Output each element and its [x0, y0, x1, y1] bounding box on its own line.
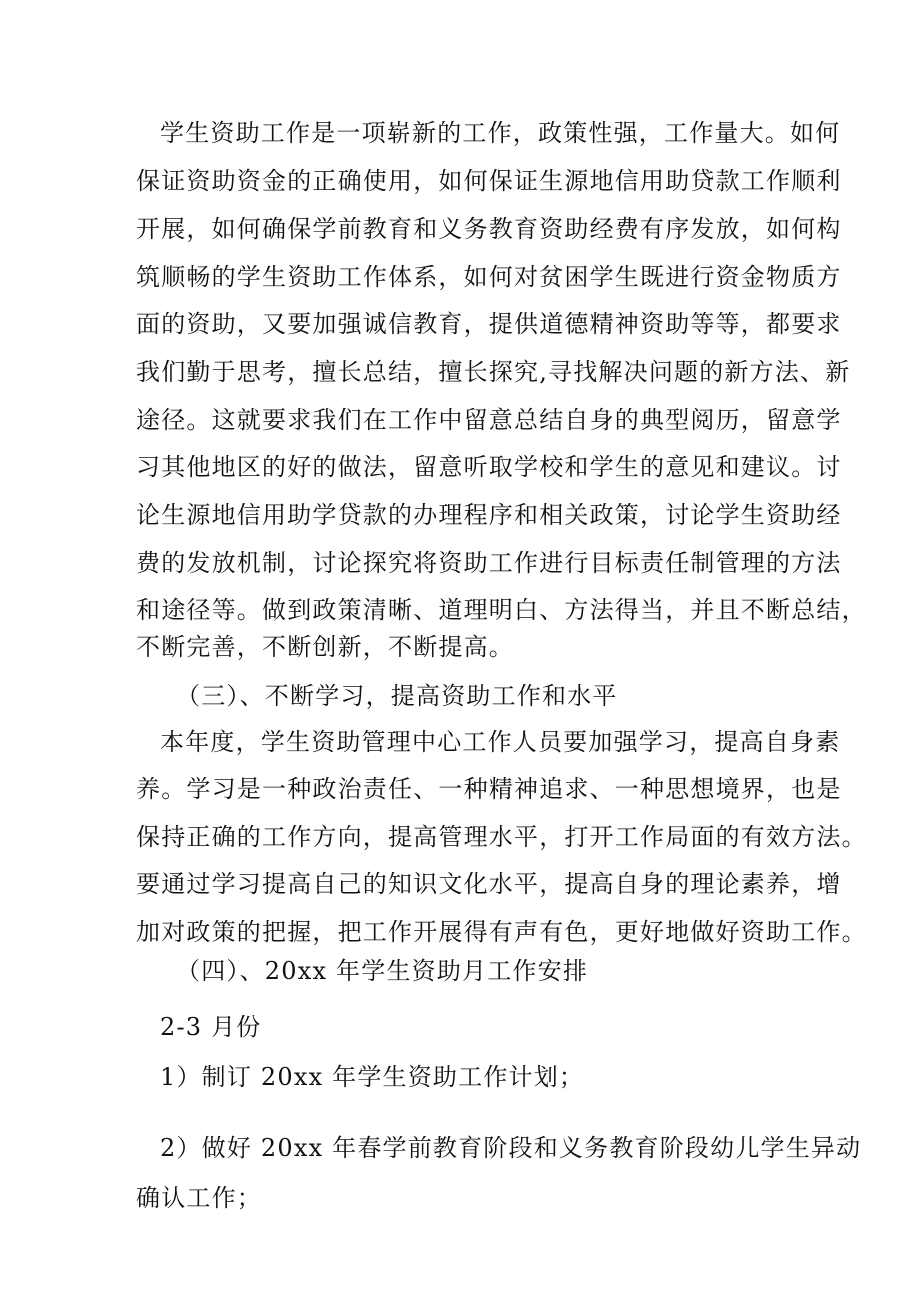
subheading-month: 2-3 月份: [160, 1013, 262, 1041]
paragraph-line: 要通过学习提高自己的知识文化水平，提高自身的理论素养，增: [136, 870, 842, 898]
paragraph-line: 确认工作；: [136, 1184, 262, 1212]
paragraph-line: 费的发放机制，讨论探究将资助工作进行目标责任制管理的方法: [136, 549, 842, 577]
paragraph-line: 习其他地区的好的做法，留意听取学校和学生的意见和建议。讨: [136, 453, 842, 481]
paragraph-line: 开展，如何确保学前教育和义务教育资助经费有序发放，如何构: [136, 215, 842, 243]
paragraph-line: 途径。这就要求我们在工作中留意总结自身的典型阅历，留意学: [136, 406, 842, 434]
section-heading: （四）、20xx 年学生资助月工作安排: [176, 957, 589, 985]
paragraph-line: 加对政策的把握，把工作开展得有声有色，更好地做好资助工作。: [136, 918, 867, 946]
paragraph-line: 我们勤于思考，擅长总结，擅长探究,寻找解决问题的新方法、新: [136, 358, 851, 386]
task-item: 1）制订 20xx 年学生资助工作计划；: [160, 1063, 585, 1091]
paragraph-line: 筑顺畅的学生资助工作体系，如何对贫困学生既进行资金物质方: [136, 263, 842, 291]
paragraph-line: 养。学习是一种政治责任、一种精神追求、一种思想境界，也是: [136, 775, 842, 803]
paragraph-line: 保持正确的工作方向，提高管理水平，打开工作局面的有效方法。: [136, 823, 867, 851]
task-item: 2）做好 20xx 年春学前教育阶段和义务教育阶段幼儿学生异动: [160, 1134, 862, 1162]
paragraph-line: 学生资助工作是一项崭新的工作，政策性强，工作量大。如何: [160, 119, 841, 147]
paragraph-line: 本年度，学生资助管理中心工作人员要加强学习，提高自身素: [160, 728, 841, 756]
paragraph-line: 和途径等。做到政策清晰、道理明白、方法得当，并且不断总结，: [136, 596, 867, 624]
paragraph-line: 保证资助资金的正确使用，如何保证生源地信用助贷款工作顺利: [136, 167, 842, 195]
paragraph-line: 面的资助，又要加强诚信教育，提供道德精神资助等等，都要求: [136, 310, 842, 338]
paragraph-line: 论生源地信用助学贷款的办理程序和相关政策，讨论学生资助经: [136, 501, 842, 529]
paragraph-line: 不断完善，不断创新，不断提高。: [136, 633, 514, 661]
section-heading: （三）、不断学习，提高资助工作和水平: [176, 682, 618, 710]
